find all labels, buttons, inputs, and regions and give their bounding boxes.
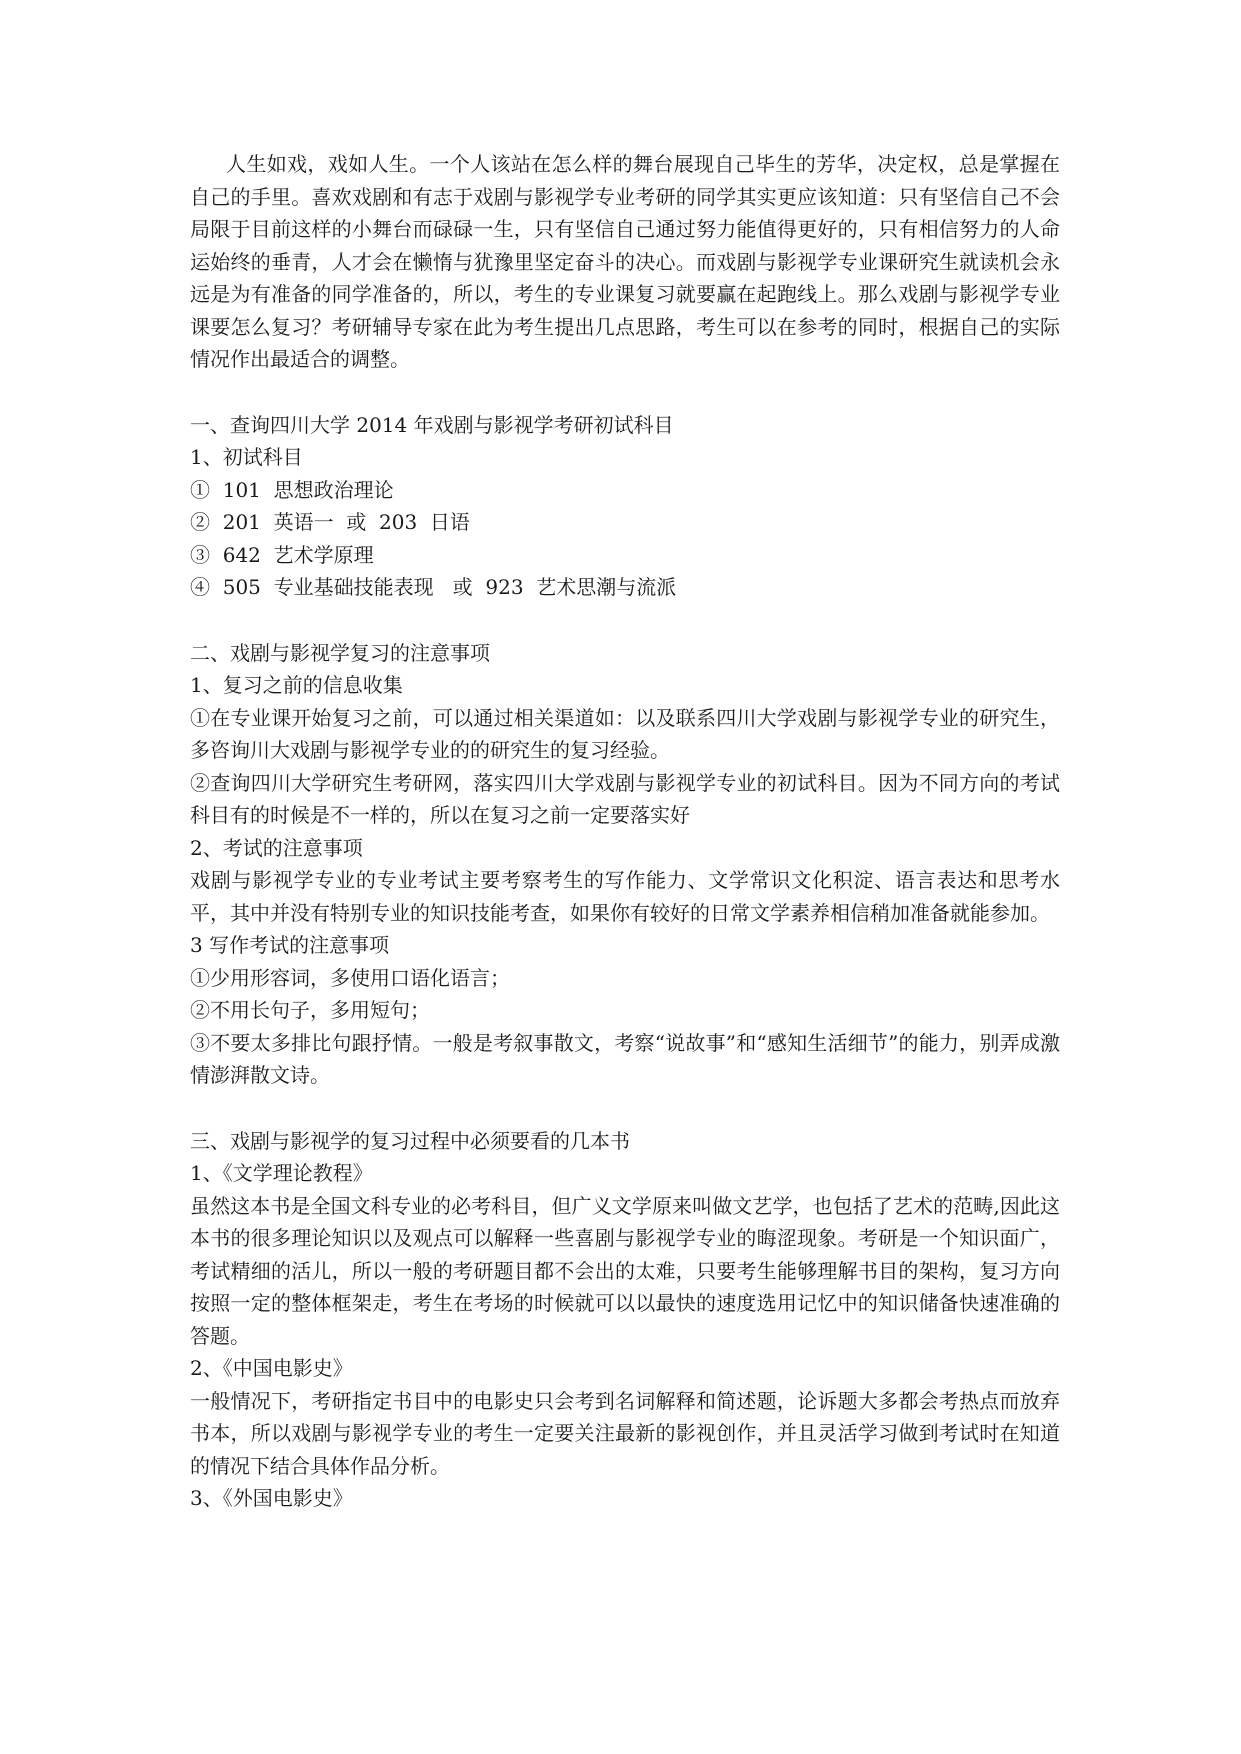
spacer <box>190 376 1060 409</box>
spacer <box>190 604 1060 637</box>
section2-paragraph: ②查询四川大学研究生考研网，落实四川大学戏剧与影视学专业的初试科目。因为不同方向的考试科目有的时候是不一样的，所以在复习之前一定要落实好 <box>190 770 1060 827</box>
section1-subheading: 1、初试科目 <box>190 445 303 469</box>
section2-tip: ③不要太多排比句跟抒情。一般是考叙事散文，考察“说故事”和“感知生活细节”的能力，别弄成激情澎湃散文诗。 <box>190 1030 1060 1087</box>
spacer <box>190 1092 1060 1125</box>
section2-sub1: 1、复习之前的信息收集 <box>190 673 403 697</box>
book-title: 2、《中国电影史》 <box>190 1356 353 1380</box>
book-title: 1、《文学理论教程》 <box>190 1161 373 1185</box>
section2-tip: ①少用形容词，多使用口语化语言； <box>190 965 510 990</box>
section2-tip: ②不用长句子，多用短句； <box>190 998 430 1022</box>
book-description: 一般情况下，考研指定书目中的电影史只会考到名词解释和简述题，论诉题大多都会考热点而放弃书本，所以戏剧与影视学专业的考生一定要关注最新的影视创作，并且灵活学习做到考试时在知道的情况下结合具体作品分析。 <box>190 1388 1060 1478</box>
exam-subject-item: ① 101 思想政治理论 <box>190 477 394 502</box>
section2-sub2: 2、考试的注意事项 <box>190 835 363 860</box>
section2-paragraph: ①在专业课开始复习之前，可以通过相关渠道如：以及联系四川大学戏剧与影视学专业的研究生，多咨询川大戏剧与影视学专业的的研究生的复习经验。 <box>190 705 1060 762</box>
book-title: 3、《外国电影史》 <box>190 1486 353 1510</box>
intro-paragraph: 人生如戏，戏如人生。一个人该站在怎么样的舞台展现自己毕生的芳华，决定权，总是掌握在自己的手里。喜欢戏剧和有志于戏剧与影视学专业考研的同学其实更应该知道：只有坚信自己不会局限于目前这样的小舞台而碌碌一生，只有坚信自己通过努力能值得更好的，只有相信努力的人命运始终的垂青，人才会在懒惰与犹豫里坚定奋斗的决心。而戏剧与影视学专业课研究生就读机会永远是为有准备的同学准备的，所以，考生的专业课复习就要赢在起跑线上。那么戏剧与影视学专业课要怎么复习？考研辅导专家在此为考生提出几点思路，考生可以在参考的同时，根据自己的实际情况作出最适合的调整。 <box>190 152 1060 371</box>
exam-subject-item: ② 201 英语一 或 203 日语 <box>190 510 470 534</box>
section1-heading: 一、查询四川大学 2014 年戏剧与影视学考研初试科目 <box>190 412 674 437</box>
exam-subject-item: ③ 642 艺术学原理 <box>190 542 374 567</box>
section2-heading: 二、戏剧与影视学复习的注意事项 <box>190 640 490 665</box>
book-description: 虽然这本书是全国文科专业的必考科目，但广义文学原来叫做文艺学，也包括了艺术的范畴,因此这本书的很多理论知识以及观点可以解释一些喜剧与影视学专业的晦涩现象。考研是一个知识面广，考试精细的活儿，所以一般的考研题目都不会出的太难，只要考生能够理解书目的架构，复习方向按照一定的整体框架走，考生在考场的时候就可以以最快的速度选用记忆中的知识储备快速准确的答题。 <box>190 1193 1060 1348</box>
section2-paragraph: 戏剧与影视学专业的专业考试主要考察考生的写作能力、文学常识文化积淀、语言表达和思考水平，其中并没有特别专业的知识技能考查，如果你有较好的日常文学素养相信稍加准备就能参加。 <box>190 868 1060 925</box>
exam-subject-item: ④ 505 专业基础技能表现 或 923 艺术思潮与流派 <box>190 575 677 599</box>
section2-sub3: 3 写作考试的注意事项 <box>190 933 390 957</box>
document-page <box>190 148 1060 1515</box>
section3-heading: 三、戏剧与影视学的复习过程中必须要看的几本书 <box>190 1128 630 1153</box>
